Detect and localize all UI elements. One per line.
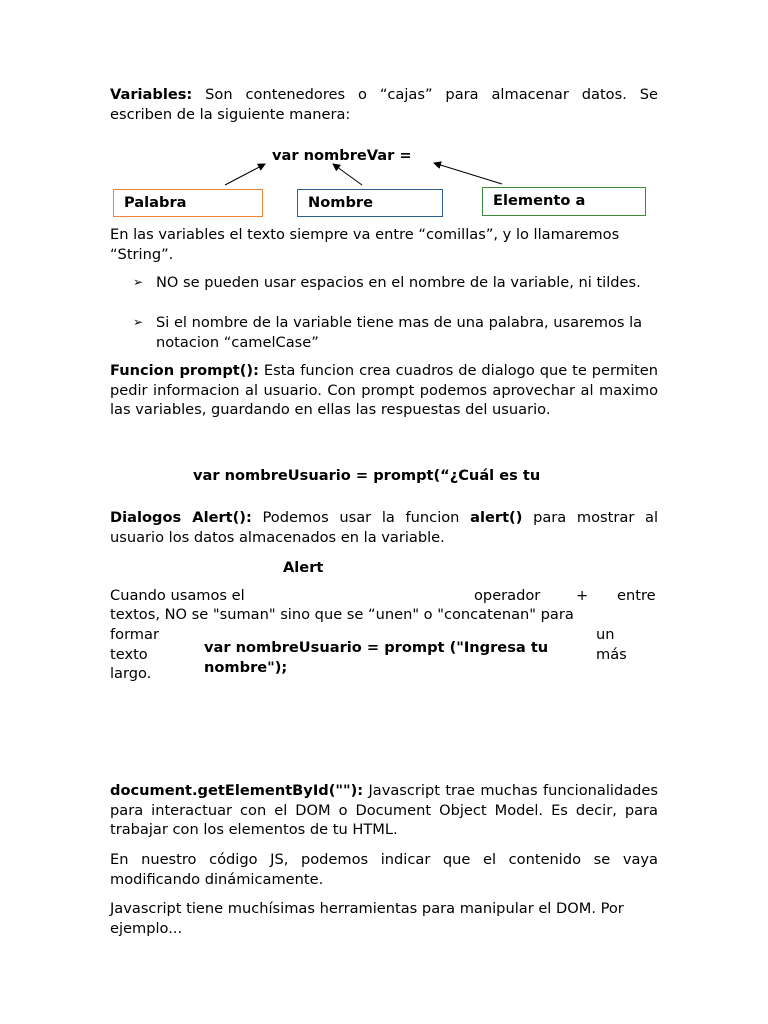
- variables-term: Variables:: [110, 86, 193, 103]
- arrow-bullet-icon: ➢: [133, 315, 144, 329]
- alert-text-2: para mostrar al usuario los datos almacenados en la variable.: [110, 509, 658, 546]
- concat-line1-operador: operador: [474, 587, 541, 604]
- prompt-paragraph: [110, 361, 658, 420]
- concat-line1-left: Cuando usamos el: [110, 587, 245, 604]
- prompt-term: Funcion prompt():: [110, 362, 259, 379]
- diagram-arrows: [0, 0, 768, 260]
- alert-paragraph: [110, 508, 658, 547]
- concat-word: formar: [110, 626, 159, 643]
- box-elemento-label: Elemento a: [493, 192, 586, 209]
- box-elemento: [482, 187, 646, 216]
- concat-word: largo.: [110, 665, 152, 682]
- strings-paragraph: En las variables el texto siempre va entre “comillas”, y lo llamaremos “String”.: [110, 226, 620, 263]
- box-palabra-label: Palabra: [124, 194, 187, 211]
- concat-word: más: [596, 646, 627, 663]
- var-declaration-code: var nombreVar =: [272, 147, 412, 164]
- arrow-palabra: [225, 164, 265, 185]
- arrow-elemento: [434, 163, 502, 184]
- bullet-text: Si el nombre de la variable tiene mas de una palabra, usaremos la notacion “camelCase”: [156, 314, 643, 351]
- prompt-text: Esta funcion crea cuadros de dialogo que te permiten pedir informacion al usuario. Con prompt podemos aprovechar al maximo las variables, guardando en ellas las respuestas del usuario.: [110, 362, 658, 419]
- bullet-item: [133, 313, 658, 352]
- alert-text-1: Podemos usar la funcion: [251, 509, 471, 526]
- variables-text: Son contenedores o “cajas” para almacenar datos. Se escriben de la siguiente manera:: [110, 86, 658, 123]
- bullet-item: [133, 273, 658, 293]
- alert-heading: Alert: [283, 559, 324, 576]
- box-nombre: [297, 189, 443, 217]
- concat-code: var nombreUsuario = prompt ("Ingresa tu nombre");: [204, 639, 549, 676]
- dom-paragraph: [110, 781, 658, 840]
- prompt-code: var nombreUsuario = prompt(“¿Cuál es tu: [193, 467, 541, 484]
- alert-function: alert(): [470, 509, 523, 526]
- box-nombre-label: Nombre: [308, 194, 373, 211]
- dom-text: Javascript trae muchas funcionalidades para interactuar con el DOM o Document Object Model. Es decir, para trabajar con los elementos de tu HTML.: [110, 782, 658, 839]
- arrow-nombre: [333, 164, 362, 185]
- arrow-bullet-icon: ➢: [133, 275, 144, 289]
- concat-word: un: [596, 626, 615, 643]
- concat-line1-plus: +: [576, 587, 589, 604]
- concat-line1-right: entre: [617, 587, 656, 604]
- dom-paragraph-3: Javascript tiene muchísimas herramientas para manipular el DOM. Por ejemplo...: [110, 900, 624, 937]
- dom-paragraph-2: En nuestro código JS, podemos indicar que el contenido se vaya modificando dinámicamente.: [110, 851, 658, 888]
- box-palabra: [113, 189, 263, 217]
- bullet-text: NO se pueden usar espacios en el nombre de la variable, ni tildes.: [156, 274, 641, 291]
- alert-term: Dialogos Alert():: [110, 509, 252, 526]
- concat-line2: textos, NO se "suman" sino que se “unen" o "concatenan" para: [110, 606, 574, 623]
- concat-word: texto: [110, 646, 148, 663]
- dom-term: document.getElementById(""):: [110, 782, 364, 799]
